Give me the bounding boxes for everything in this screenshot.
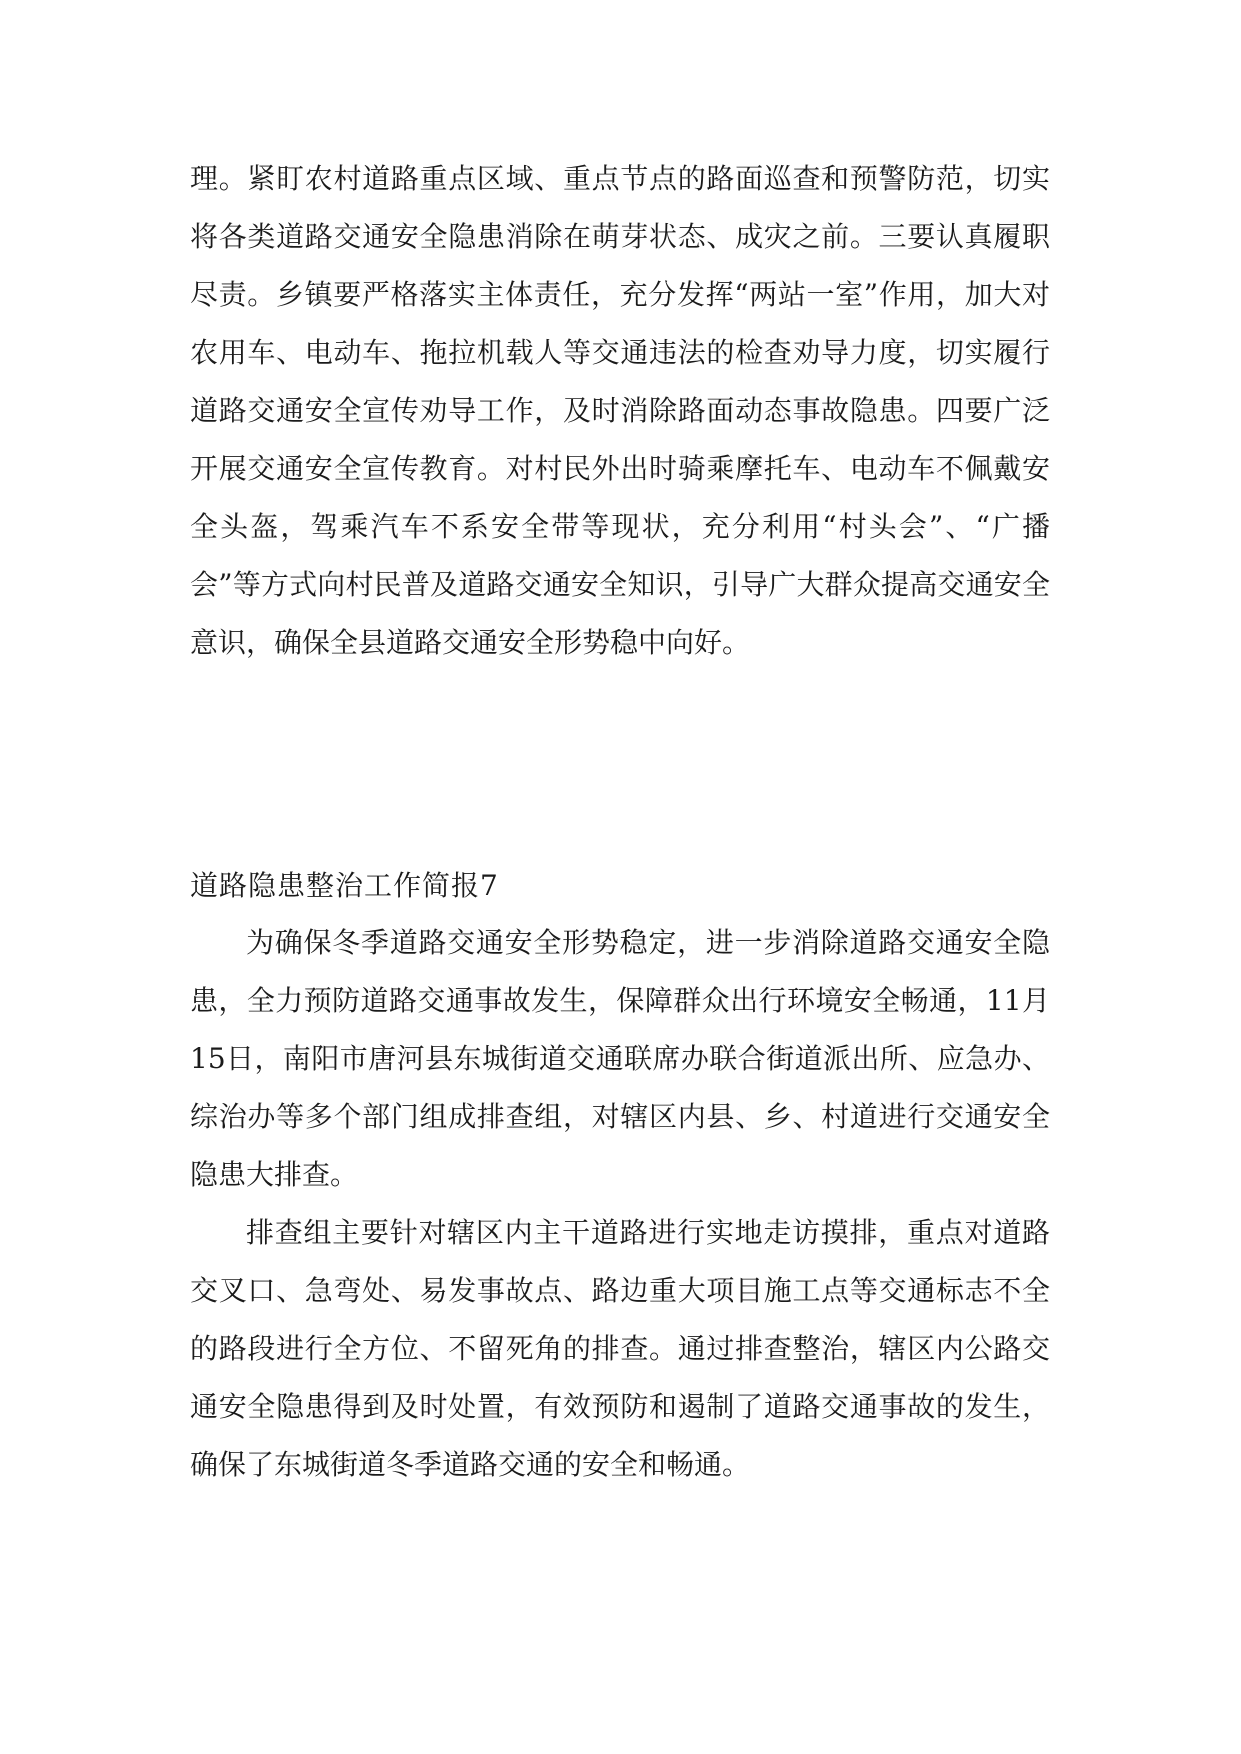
body-paragraph-1: 为确保冬季道路交通安全形势稳定，进一步消除道路交通安全隐患，全力预防道路交通事故发生，保障群众出行环境安全畅通，11月15日，南阳市唐河县东城街道交通联席办联合街道派出所、应急办、综治办等多个部门组成排查组，对辖区内县、乡、村道进行交通安全隐患大排查。	[190, 926, 1050, 1191]
continued-paragraph-block	[190, 150, 1050, 672]
section-title: 道路隐患整治工作简报7	[190, 869, 499, 902]
body-paragraph-2: 排查组主要针对辖区内主干道路进行实地走访摸排，重点对道路交叉口、急弯处、易发事故点、路边重大项目施工点等交通标志不全的路段进行全方位、不留死角的排查。通过排查整治，辖区内公路交通安全隐患得到及时处置，有效预防和遏制了道路交通事故的发生，确保了东城街道冬季道路交通的安全和畅通。	[190, 1216, 1050, 1481]
continued-paragraph: 理。紧盯农村道路重点区域、重点节点的路面巡查和预警防范，切实将各类道路交通安全隐患消除在萌芽状态、成灾之前。三要认真履职尽责。乡镇要严格落实主体责任，充分发挥“两站一室”作用，加大对农用车、电动车、拖拉机载人等交通违法的检查劝导力度，切实履行道路交通安全宣传劝导工作，及时消除路面动态事故隐患。四要广泛开展交通安全宣传教育。对村民外出时骑乘摩托车、电动车不佩戴安全头盔，驾乘汽车不系安全带等现状，充分利用“村头会”、“广播会”等方式向村民普及道路交通安全知识，引导广大群众提高交通安全意识，确保全县道路交通安全形势稳中向好。	[190, 162, 1050, 659]
section-body	[190, 914, 1050, 1494]
